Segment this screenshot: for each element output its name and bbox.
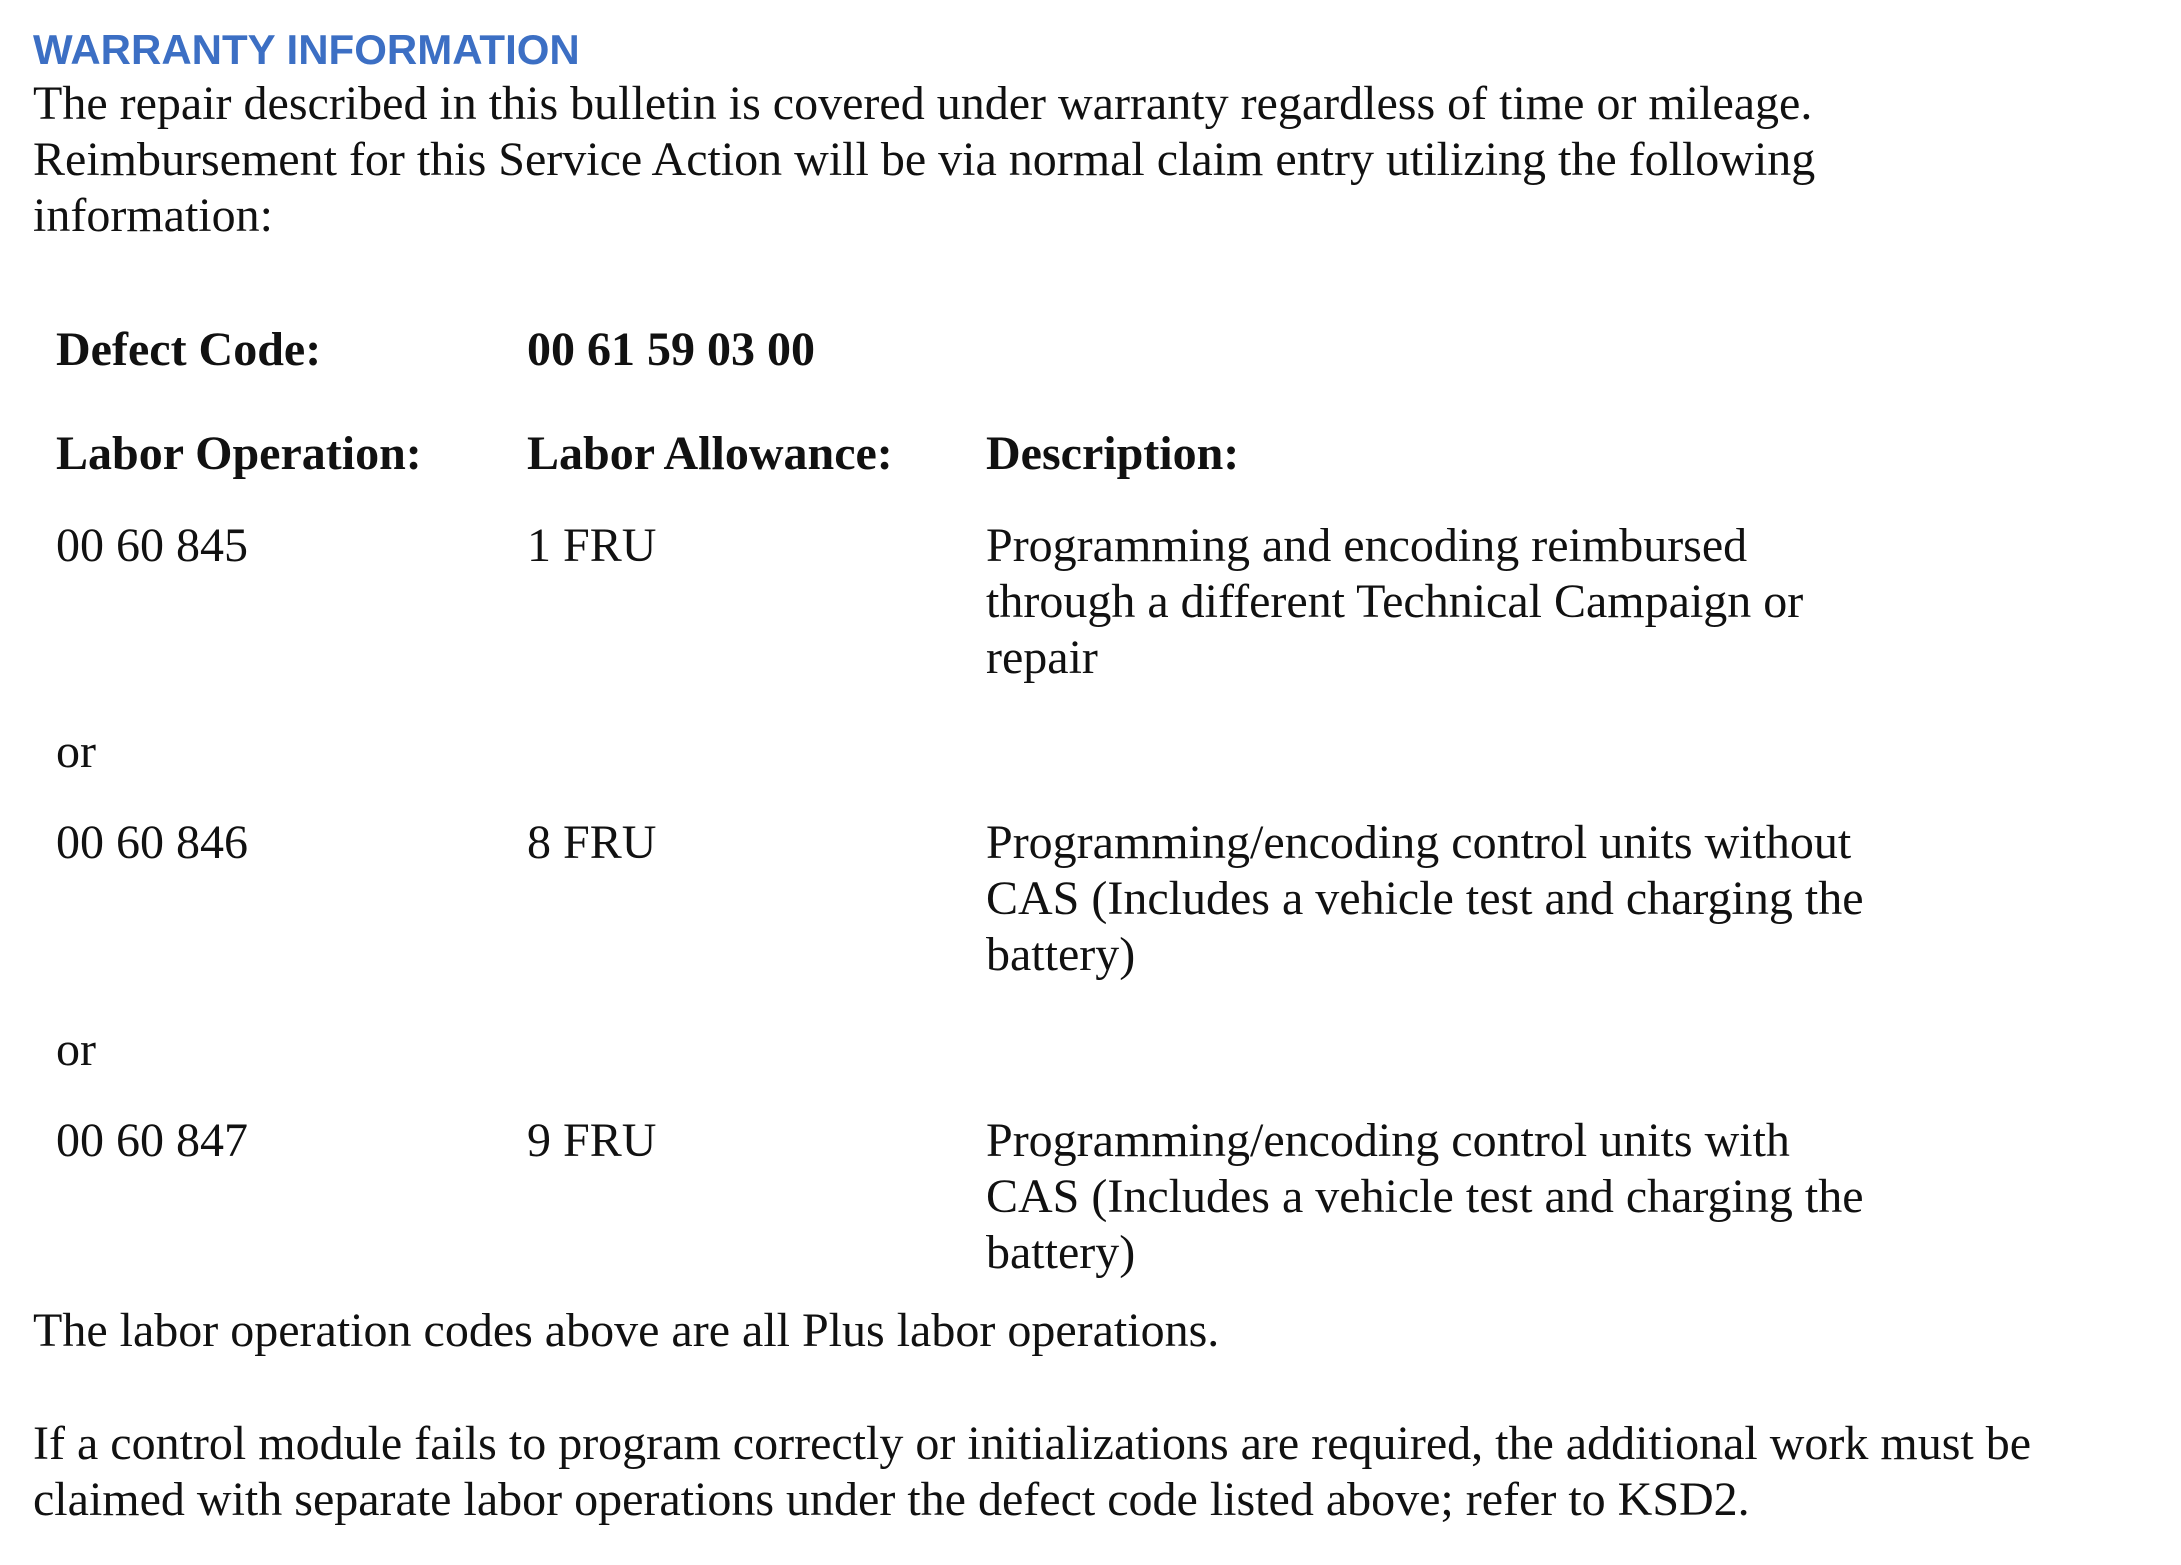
labor-operation-code: 00 60 845: [56, 519, 248, 572]
description-line: battery): [986, 1226, 1136, 1279]
description-line: CAS (Includes a vehicle test and charging the: [986, 872, 1864, 925]
description-line: battery): [986, 928, 1136, 981]
labor-description: [986, 518, 2126, 686]
note-line: If a control module fails to program correctly or initializations are required, the additional work must be: [33, 1417, 2032, 1470]
intro-paragraph: [33, 76, 2113, 244]
labor-allowance-value: 8 FRU: [527, 816, 657, 869]
note-line: The labor operation codes above are all Plus labor operations.: [33, 1304, 1220, 1357]
defect-code-label: Defect Code:: [56, 323, 322, 376]
section-heading: WARRANTY INFORMATION: [33, 26, 580, 73]
plus-labor-note: [33, 1303, 2153, 1359]
labor-allowance-value: 1 FRU: [527, 519, 657, 572]
labor-allowance-header: Labor Allowance:: [527, 427, 893, 480]
description-line: through a different Technical Campaign or: [986, 575, 1804, 628]
description-line: repair: [986, 631, 1098, 684]
or-separator: or: [56, 1023, 96, 1076]
labor-description: [986, 1113, 2126, 1281]
labor-operation-code: 00 60 846: [56, 816, 248, 869]
description-line: CAS (Includes a vehicle test and charging the: [986, 1170, 1864, 1223]
intro-line: The repair described in this bulletin is covered under warranty regardless of time or mileage.: [33, 77, 1813, 130]
control-module-note: [33, 1416, 2153, 1528]
defect-code-value: 00 61 59 03 00: [527, 323, 815, 376]
description-header: Description:: [986, 427, 1240, 480]
intro-line: Reimbursement for this Service Action will be via normal claim entry utilizing the following: [33, 133, 1816, 186]
labor-operation-code: 00 60 847: [56, 1114, 248, 1167]
labor-description: [986, 815, 2126, 983]
labor-allowance-value: 9 FRU: [527, 1114, 657, 1167]
description-line: Programming and encoding reimbursed: [986, 519, 1748, 572]
note-line: claimed with separate labor operations under the defect code listed above; refer to KSD2.: [33, 1473, 1750, 1526]
description-line: Programming/encoding control units without: [986, 816, 1852, 869]
labor-operation-header: Labor Operation:: [56, 427, 422, 480]
description-line: Programming/encoding control units with: [986, 1114, 1790, 1167]
intro-line: information:: [33, 189, 273, 242]
or-separator: or: [56, 725, 96, 778]
